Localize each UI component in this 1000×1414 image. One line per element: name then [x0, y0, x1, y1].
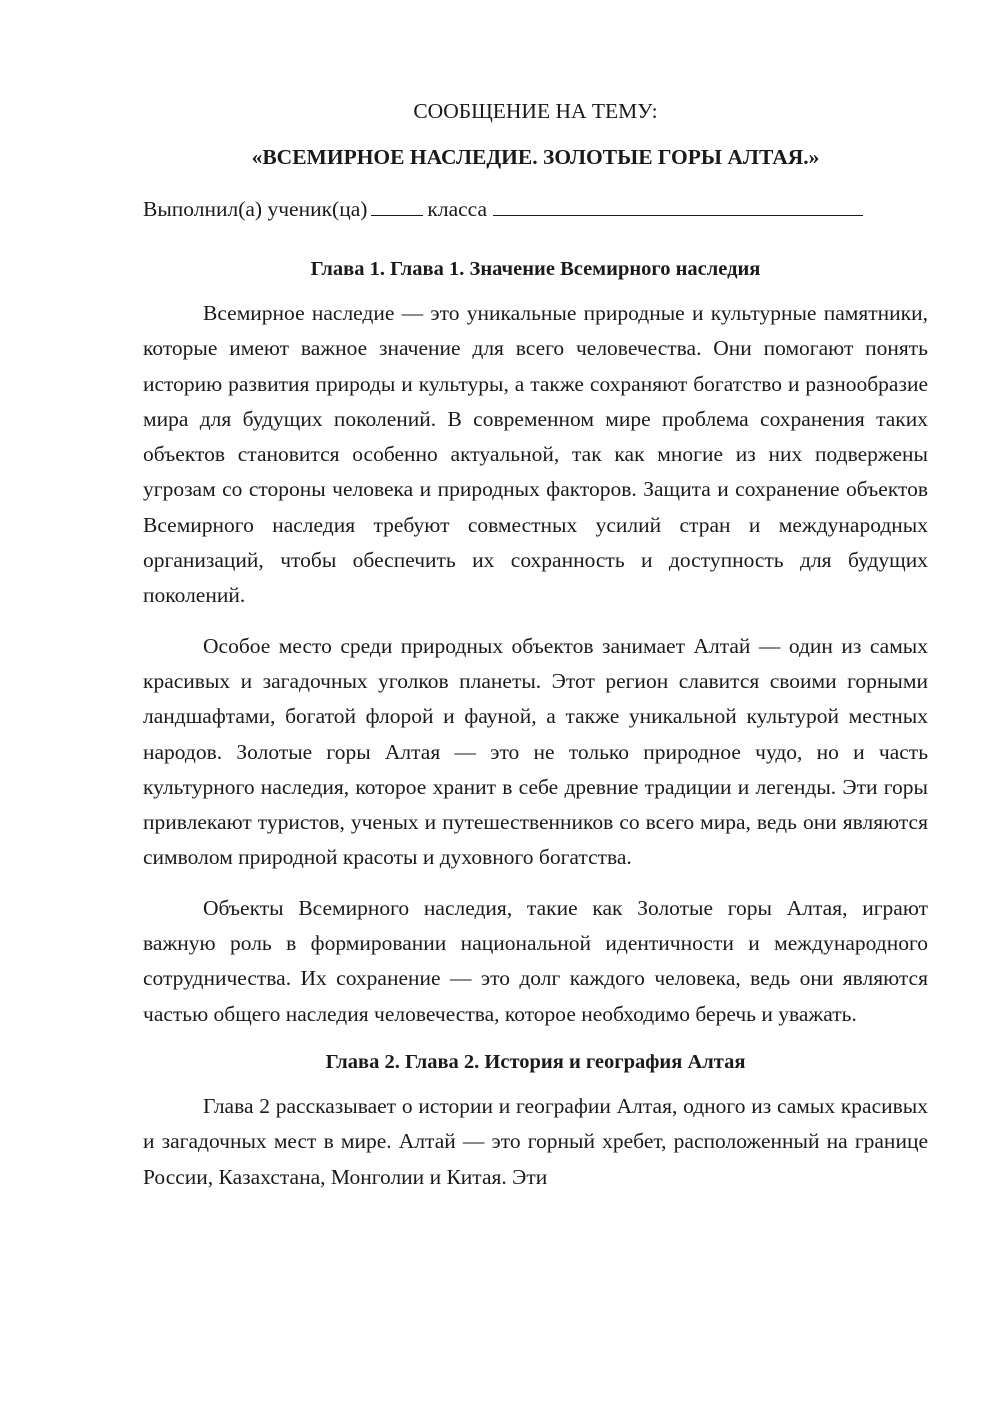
document-title-line2: «ВСЕМИРНОЕ НАСЛЕДИЕ. ЗОЛОТЫЕ ГОРЫ АЛТАЯ.»	[251, 145, 820, 169]
student-name-blank	[493, 195, 863, 216]
document-page	[143, 92, 928, 1402]
author-line	[143, 190, 928, 254]
chapter2-paragraph: Глава 2 рассказывает о истории и географии Алтая, одного из самых красивых и загадочных мест в мире. Алтай — это горный хребет, расположенный на границе России, Казахстана, Монголии и Китая. Эти	[143, 1093, 928, 1189]
chapter1-heading: Глава 1. Глава 1. Значение Всемирного наследия	[310, 258, 761, 280]
chapter2-heading: Глава 2. Глава 2. История и география Алтая	[325, 1050, 746, 1073]
document-title-line1: СООБЩЕНИЕ НА ТЕМУ:	[413, 99, 658, 123]
chapter1-paragraph: Особое место среди природных объектов занимает Алтай — один из самых красивых и загадочных уголков планеты. Этот регион славится своими горными ландшафтами, богатой флорой и фауной, а также уникальной культурой местных народов. Золотые горы Алтая — это не только природное чудо, но и часть культурного наследия, которое хранит в себе древние традиции и легенды. Эти горы привлекают туристов, ученых и путешественников со всего мира, ведь они являются символом природной красоты и духовного богатства.	[143, 633, 928, 870]
author-middle: класса	[427, 197, 488, 221]
chapter1-paragraph: Всемирное наследие — это уникальные природные и культурные памятники, которые имеют важное значение для всего человечества. Они помогают понять историю развития природы и культуры, а также сохраняют богатство и разнообразие мира для будущих поколений. В современном мире проблема сохранения таких объектов становится особенно актуальной, так как многие из них подвержены угрозам со стороны человека и природных факторов. Защита и сохранение объектов Всемирного наследия требуют совместных усилий стран и международных организаций, чтобы обеспечить их сохранность и доступность для будущих поколений.	[143, 301, 928, 608]
class-number-blank	[371, 195, 423, 216]
chapter1-paragraph: Объекты Всемирного наследия, такие как Золотые горы Алтая, играют важную роль в формировании национальной идентичности и международного сотрудничества. Их сохранение — это долг каждого человека, ведь они являются частью общего наследия человечества, которое необходимо беречь и уважать.	[143, 895, 928, 1026]
author-prefix: Выполнил(а) ученик(ца)	[143, 197, 368, 221]
